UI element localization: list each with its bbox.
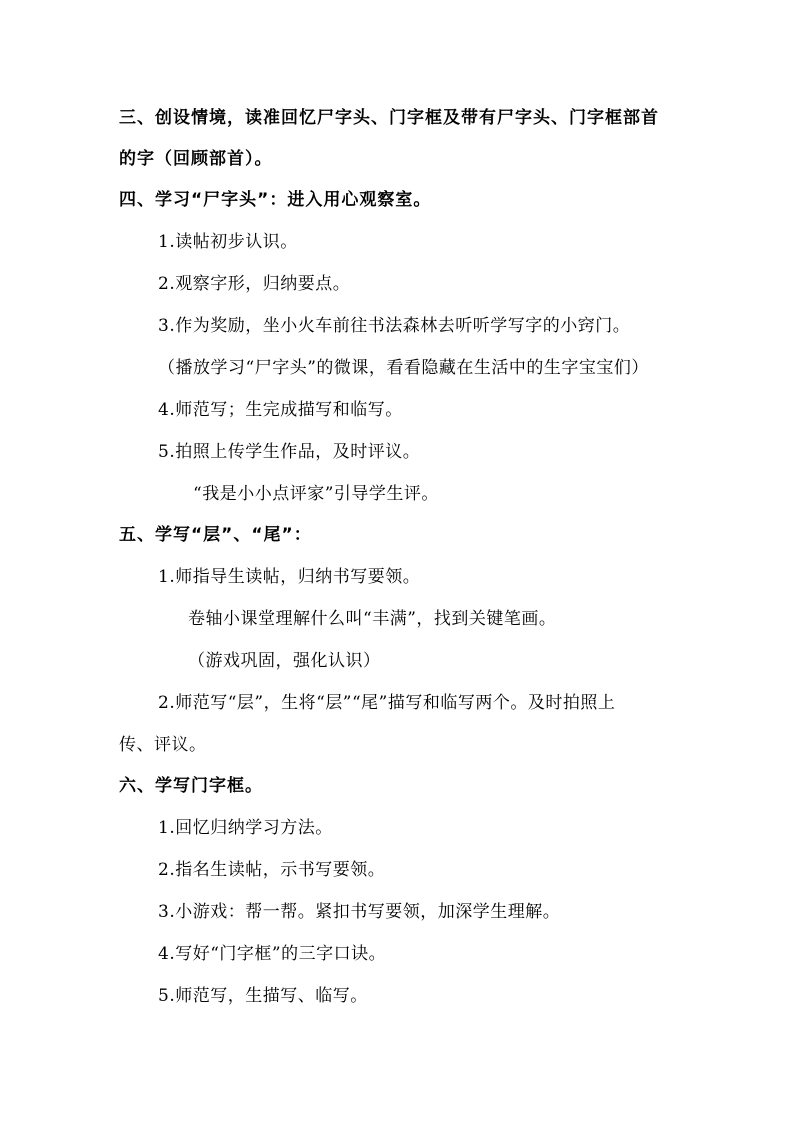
section-heading-4: 四、学习“尸字头”：进入用心观察室。 — [119, 190, 432, 210]
paragraph-item: 1.读帖初步认识。 — [158, 232, 298, 252]
paragraph-item: 1.回忆归纳学习方法。 — [158, 818, 333, 838]
paragraph-item: 4.师范写；生完成描写和临写。 — [158, 400, 403, 420]
paragraph-item: 3.作为奖励，坐小火车前往书法森林去听听学写字的小窍门。 — [158, 316, 631, 336]
paragraph-item: 5.拍照上传学生作品，及时评议。 — [158, 442, 421, 462]
paragraph-note: 卷轴小课堂理解什么叫“丰满”，找到关键笔画。 — [188, 609, 557, 629]
section-heading-6: 六、学写门字框。 — [119, 776, 263, 796]
section-heading-3-line-2: 的字（回顾部首）。 — [119, 149, 273, 169]
paragraph-item: 5.师范写，生描写、临写。 — [158, 986, 368, 1006]
paragraph-item: 4.写好“门字框”的三字口诀。 — [158, 944, 387, 964]
section-heading-3-line-1: 三、创设情境，读准回忆尸字头、门字框及带有尸字头、门字框部首 — [119, 108, 659, 128]
paragraph-item: 2.师范写“层”，生将“层”“尾”描写和临写两个。及时拍照上 — [158, 693, 616, 713]
paragraph-note: （播放学习“尸字头”的微课，看看隐藏在生活中的生字宝宝们） — [158, 358, 649, 378]
paragraph-item: 2.观察字形，归纳要点。 — [158, 274, 351, 294]
paragraph-item: 2.指名生读帖，示书写要领。 — [158, 860, 386, 880]
paragraph-item: 3.小游戏：帮一帮。紧扣书写要领，加深学生理解。 — [158, 902, 561, 922]
paragraph-continuation: 传、评议。 — [119, 735, 207, 755]
paragraph-item: 1.师指导生读帖，归纳书写要领。 — [158, 567, 421, 587]
section-heading-5: 五、学写“层”、“尾”： — [119, 525, 312, 545]
paragraph-note: “我是小小点评家”引导学生评。 — [193, 484, 439, 504]
paragraph-note: （游戏巩固，强化认识） — [188, 651, 381, 671]
